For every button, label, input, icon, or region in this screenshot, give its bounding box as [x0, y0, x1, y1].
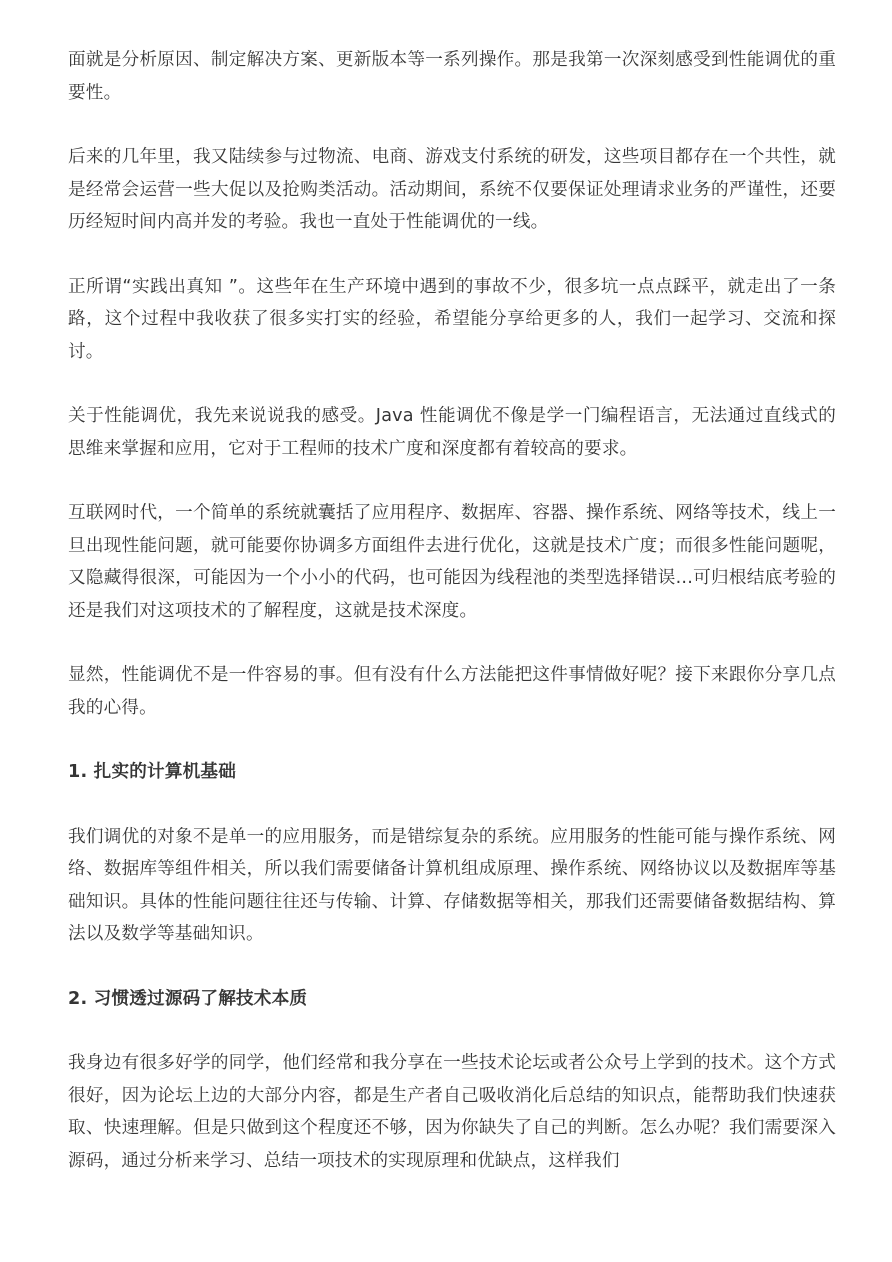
- paragraph-intro-end: 面就是分析原因、制定解决方案、更新版本等一系列操作。那是我第一次深刻感受到性能调优的重要性。: [68, 50, 836, 103]
- section-heading-computer-basics: 1. 扎实的计算机基础: [68, 762, 237, 782]
- paragraph-source-code: 我身边有很多好学的同学，他们经常和我分享在一些技术论坛或者公众号上学到的技术。这个方式很好，因为论坛上边的大部分内容，都是生产者自己吸收消化后总结的知识点，能帮助我们快速获取、快速理解。但是只做到这个程度还不够，因为你缺失了自己的判断。怎么办呢？我们需要深入源码，通过分析来学习、总结一项技术的实现原理和优缺点，这样我们: [68, 1053, 836, 1171]
- paragraph-practice: 正所谓“实践出真知 ”。这些年在生产环境中遇到的事故不少，很多坑一点点踩平，就走出了一条路，这个过程中我收获了很多实打实的经验，希望能分享给更多的人，我们一起学习、交流和探讨。: [68, 276, 836, 362]
- paragraph-feelings: 关于性能调优，我先来说说我的感受。Java 性能调优不像是学一门编程语言，无法通过直线式的思维来掌握和应用，它对于工程师的技术广度和深度都有着较高的要求。: [68, 406, 836, 459]
- paragraph-tips-intro: 显然，性能调优不是一件容易的事。但有没有什么方法能把这件事情做好呢？接下来跟你分享几点我的心得。: [68, 665, 836, 718]
- paragraph-internet-era: 互联网时代，一个简单的系统就囊括了应用程序、数据库、容器、操作系统、网络等技术，线上一旦出现性能问题，就可能要你协调多方面组件去进行优化，这就是技术广度；而很多性能问题呢，又隐藏得很深，可能因为一个小小的代码，也可能因为线程池的类型选择错误...可归根结底考验的还是我们对这项技术的了解程度，这就是技术深度。: [68, 503, 836, 621]
- paragraph-computer-basics: 我们调优的对象不是单一的应用服务，而是错综复杂的系统。应用服务的性能可能与操作系统、网络、数据库等组件相关，所以我们需要储备计算机组成原理、操作系统、网络协议以及数据库等基础知识。具体的性能问题往往还与传输、计算、存储数据等相关，那我们还需要储备数据结构、算法以及数学等基础知识。: [68, 826, 836, 944]
- section-heading-source-code: 2. 习惯透过源码了解技术本质: [68, 988, 308, 1009]
- paragraph-later-years: 后来的几年里，我又陆续参与过物流、电商、游戏支付系统的研发，这些项目都存在一个共性，就是经常会运营一些大促以及抢购类活动。活动期间，系统不仅要保证处理请求业务的严谨性，还要历经短时间内高并发的考验。我也一直处于性能调优的一线。: [68, 147, 836, 232]
- article-body: [68, 44, 836, 1209]
